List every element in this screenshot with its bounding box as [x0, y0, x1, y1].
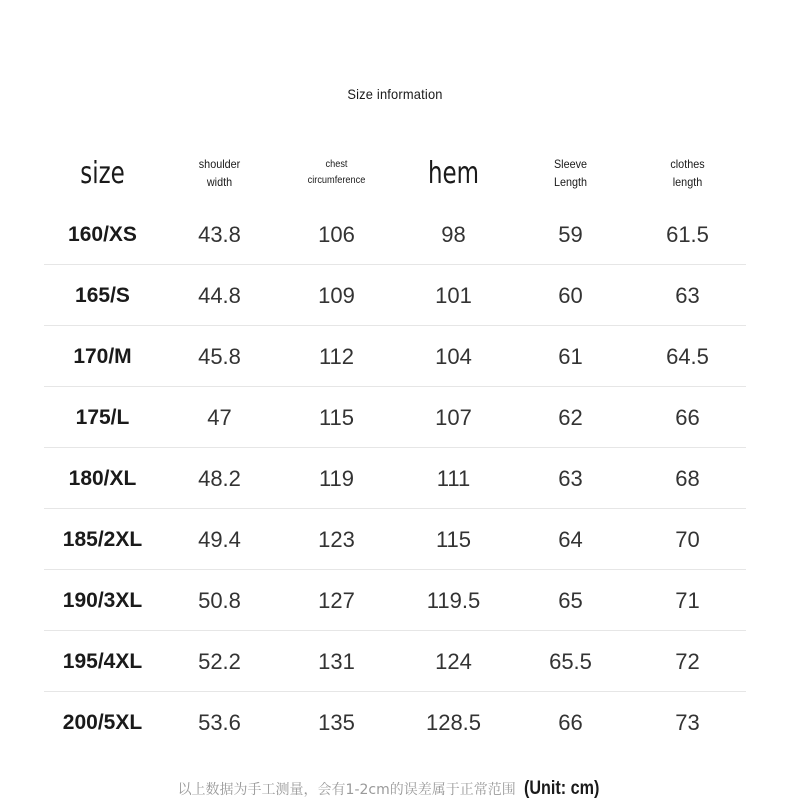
header-chest-line2: circumference — [307, 175, 366, 186]
chest-cell: 119 — [318, 465, 355, 491]
table-row — [44, 448, 746, 509]
chest-cell: 109 — [318, 282, 355, 308]
hem-cell: 98 — [441, 221, 466, 247]
hem-cell: 111 — [436, 465, 471, 491]
table-row — [44, 509, 746, 570]
shoulder-cell: 43.8 — [198, 221, 241, 247]
hem-cell: 124 — [435, 648, 472, 674]
sleeve-cell: 59 — [558, 221, 583, 247]
size-cell: 200/5XL — [62, 710, 143, 734]
unit-label: (Unit: cm) — [523, 778, 600, 799]
table-row — [44, 387, 746, 448]
size-cell: 165/S — [75, 283, 130, 307]
clothes-cell: 71 — [675, 587, 700, 613]
sleeve-cell: 65 — [558, 587, 583, 613]
clothes-cell: 72 — [675, 648, 700, 674]
table-row — [44, 570, 746, 631]
table-row — [44, 631, 746, 692]
clothes-cell: 70 — [675, 526, 700, 552]
shoulder-cell: 47 — [207, 404, 232, 430]
table-row — [44, 265, 746, 326]
size-cell: 160/XS — [68, 222, 137, 246]
hem-cell: 128.5 — [425, 709, 482, 735]
header-chest-circumference — [283, 140, 391, 206]
chest-cell: 127 — [318, 587, 355, 613]
size-cell: 195/4XL — [62, 649, 143, 673]
shoulder-cell: 44.8 — [198, 282, 241, 308]
sleeve-cell: 62 — [558, 404, 583, 430]
shoulder-cell: 52.2 — [198, 648, 241, 674]
clothes-cell: 73 — [675, 709, 700, 735]
hem-cell: 104 — [435, 343, 472, 369]
chest-cell: 123 — [318, 526, 355, 552]
clothes-cell: 63 — [675, 282, 700, 308]
header-sleeve-line2: Length — [553, 175, 588, 189]
clothes-cell: 64.5 — [666, 343, 709, 369]
size-cell: 170/M — [73, 344, 132, 368]
table-row — [44, 204, 746, 265]
shoulder-cell: 53.6 — [198, 709, 241, 735]
header-shoulder-line1: shoulder — [198, 157, 241, 171]
clothes-cell: 61.5 — [666, 221, 709, 247]
sleeve-cell: 60 — [558, 282, 583, 308]
size-cell: 185/2XL — [62, 527, 143, 551]
shoulder-cell: 48.2 — [198, 465, 241, 491]
sleeve-cell: 64 — [558, 526, 583, 552]
header-clothes-line1: clothes — [670, 157, 705, 171]
header-shoulder-line2: width — [206, 175, 233, 189]
hem-cell: 115 — [435, 526, 472, 552]
shoulder-cell: 50.8 — [198, 587, 241, 613]
chest-cell: 135 — [318, 709, 355, 735]
header-size: size — [80, 155, 125, 191]
chest-cell: 131 — [318, 648, 355, 674]
sleeve-cell: 65.5 — [549, 648, 592, 674]
chest-cell: 106 — [318, 221, 355, 247]
measurement-note: 以上数据为手工测量，会有1-2cm的误差属于正常范围 — [177, 782, 516, 798]
hem-cell: 119.5 — [426, 587, 481, 613]
size-cell: 190/3XL — [62, 588, 143, 612]
header-clothes-length — [635, 140, 740, 206]
page-title: Size information — [347, 86, 443, 102]
hem-cell: 101 — [435, 282, 472, 308]
size-cell: 180/XL — [68, 466, 137, 490]
shoulder-cell: 45.8 — [198, 343, 241, 369]
clothes-cell: 66 — [675, 404, 700, 430]
table-row — [44, 326, 746, 387]
chest-cell: 115 — [318, 404, 355, 430]
shoulder-cell: 49.4 — [198, 526, 241, 552]
header-sleeve-length — [518, 140, 623, 206]
footer — [0, 778, 790, 800]
hem-cell: 107 — [435, 404, 472, 430]
header-shoulder-width — [167, 140, 272, 206]
header-sleeve-line1: Sleeve — [553, 157, 588, 171]
header-chest-line1: chest — [325, 159, 348, 170]
header-hem: hem — [427, 155, 479, 191]
size-cell: 175/L — [75, 405, 130, 429]
table-row — [44, 692, 746, 753]
clothes-cell: 68 — [675, 465, 700, 491]
sleeve-cell: 63 — [558, 465, 583, 491]
sleeve-cell: 61 — [558, 343, 583, 369]
sleeve-cell: 66 — [558, 709, 583, 735]
chest-cell: 112 — [318, 343, 355, 369]
header-clothes-line2: length — [672, 175, 703, 189]
